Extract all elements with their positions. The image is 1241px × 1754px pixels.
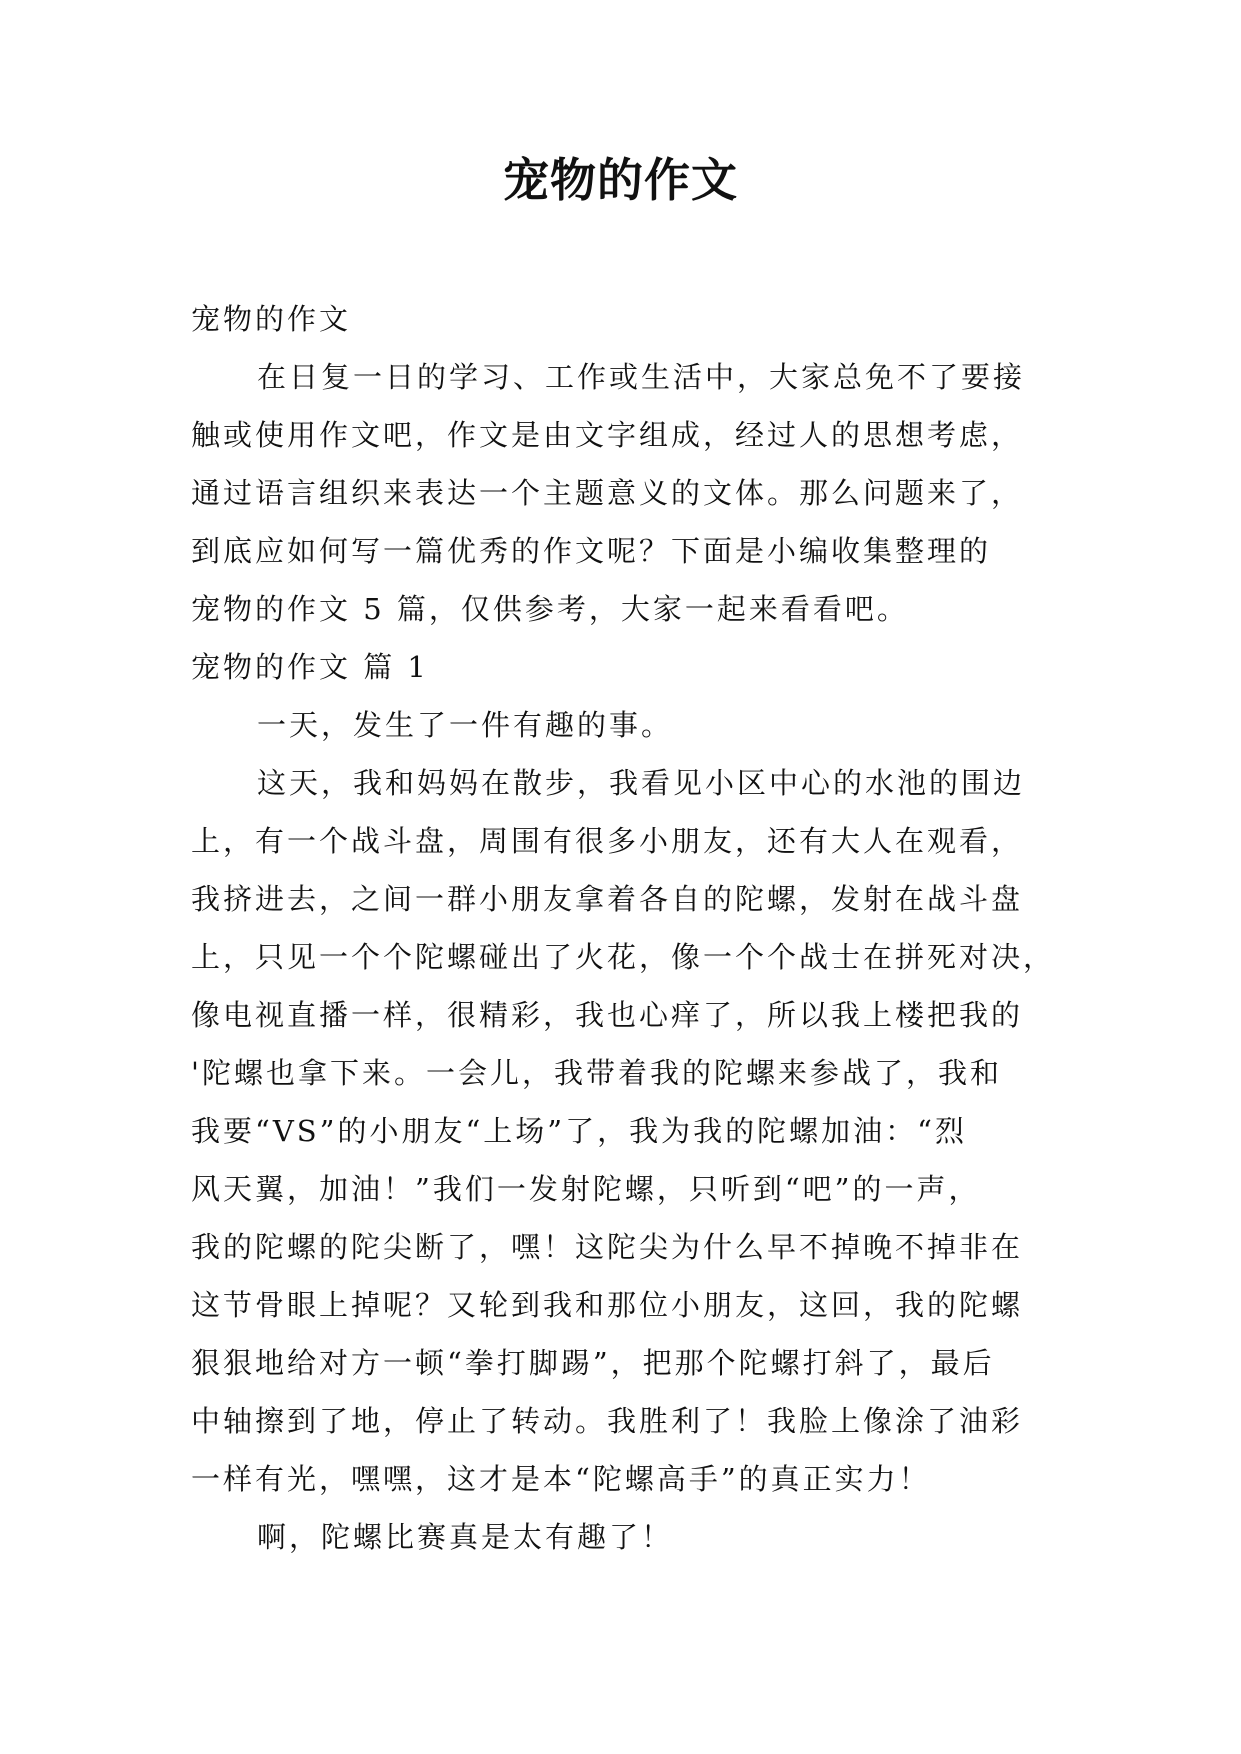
text-line: 上，有一个战斗盘，周围有很多小朋友，还有大人在观看， — [191, 824, 1024, 858]
text-line: 这节骨眼上掉呢？又轮到我和那位小朋友，这回，我的陀螺 — [191, 1288, 1024, 1322]
text-line: 这天，我和妈妈在散步，我看见小区中心的水池的围边 — [257, 766, 1026, 800]
text-line: 到底应如何写一篇优秀的作文呢？下面是小编收集整理的 — [191, 534, 992, 568]
text-line: 通过语言组织来表达一个主题意义的文体。那么问题来了， — [191, 476, 1024, 510]
text-line: 风天翼，加油！”我们一发射陀螺，只听到“吧”的一声， — [191, 1172, 981, 1206]
text-line: 宠物的作文 5 篇，仅供参考，大家一起来看看吧。 — [191, 592, 909, 626]
text-line: 在日复一日的学习、工作或生活中，大家总免不了要接 — [257, 360, 1026, 394]
text-line: 一天，发生了一件有趣的事。 — [257, 708, 674, 742]
text-line: 我的陀螺的陀尖断了，嘿！这陀尖为什么早不掉晚不掉非在 — [191, 1230, 1024, 1264]
text-line: 啊，陀螺比赛真是太有趣了！ — [257, 1520, 674, 1554]
text-line: 宠物的作文 — [191, 302, 352, 336]
document-title: 宠物的作文 — [503, 153, 738, 207]
text-line: 我要“VS”的小朋友“上场”了，我为我的陀螺加油：“烈 — [191, 1114, 967, 1148]
text-line: 宠物的作文 篇 1 — [191, 650, 429, 684]
text-line: 像电视直播一样，很精彩，我也心痒了，所以我上楼把我的 — [191, 998, 1024, 1032]
document-body — [191, 290, 1061, 1566]
text-line: 上，只见一个个陀螺碰出了火花，像一个个战士在拼死对决， — [191, 940, 1056, 974]
text-line: 一样有光，嘿嘿，这才是本“陀螺高手”的真正实力！ — [191, 1462, 931, 1496]
text-line: 狠狠地给对方一顿“拳打脚踢”，把那个陀螺打斜了，最后 — [191, 1346, 995, 1380]
text-line: 我挤进去，之间一群小朋友拿着各自的陀螺，发射在战斗盘 — [191, 882, 1024, 916]
text-line: 触或使用作文吧，作文是由文字组成，经过人的思想考虑， — [191, 418, 1024, 452]
text-line: 中轴擦到了地，停止了转动。我胜利了！我脸上像涂了油彩 — [191, 1404, 1024, 1438]
text-line: '陀螺也拿下来。一会儿，我带着我的陀螺来参战了，我和 — [191, 1056, 1002, 1090]
